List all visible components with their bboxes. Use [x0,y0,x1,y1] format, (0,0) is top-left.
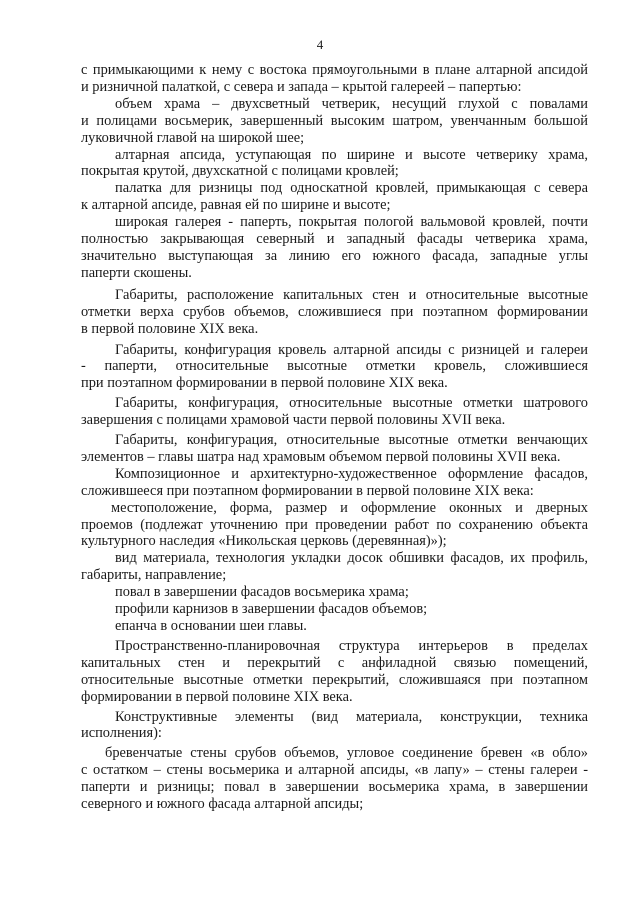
text-line: с примыкающими к нему с востока прямоугольными в плане алтарной апсидой [81,62,588,78]
text-line: элементов – главы шатра над храмовым объемом первой половины XVII века. [81,448,561,465]
text-line: Конструктивные элементы (вид материала, конструкции, техника [115,708,588,725]
text-line: и полицами восьмерик, завершенный высоким шатром, увенчанным большой [81,112,588,129]
text-line: Габариты, расположение капитальных стен и относительные высотные [115,286,588,303]
text-line: капитальных стен и перекрытий с анфиладной связью помещений, [81,654,588,671]
text-line: вид материала, технология укладки досок обшивки фасадов, их профиль, [115,550,588,567]
text-line: паперти скошены. [81,264,192,281]
text-line: бревенчатые стены срубов объемов, угловое соединение бревен «в обло» [105,745,588,762]
text-line: при поэтапном формировании в первой половине XIX века. [81,375,448,392]
text-line: с остатком – стены восьмерика и алтарной апсиды, «в лапу» – стены галереи - [81,762,588,779]
paragraph [81,550,588,584]
text-line: в первой половине XIX века. [81,320,259,337]
paragraph [81,709,588,743]
paragraph [81,342,588,393]
text-line: алтарная апсида, уступающая по ширине и высоте четверику храма, [115,146,588,163]
text-line: луковичной главой на широкой шее; [81,129,305,146]
paragraph [81,395,588,429]
paragraph [81,745,588,813]
text-line: - паперти, относительные высотные отметки кровель, сложившиеся [81,358,588,375]
paragraph [81,500,588,551]
text-line: палатка для ризницы под односкатной кровлей, примыкающая с севера [115,180,588,197]
paragraph [81,638,588,706]
document-body [81,62,588,813]
text-line: габариты, направление; [81,567,227,584]
paragraph [81,432,588,466]
text-line: повал в завершении фасадов восьмерика храма; [115,584,409,601]
paragraph [81,147,588,181]
paragraph [81,618,588,635]
text-line: Габариты, конфигурация, относительные высотные отметки венчающих [115,432,588,449]
text-line: формировании в первой половине XIX века. [81,688,353,705]
text-line: культурного наследия «Никольская церковь (деревянная)»); [81,533,447,550]
text-line: сложившееся при поэтапном формировании в первой половине XIX века: [81,482,534,499]
paragraph [81,601,588,618]
text-line: значительно выступающая за линию его южного фасада, западные углы [81,247,588,264]
text-line: проемов (подлежат уточнению при проведении работ по сохранению объекта [81,516,588,533]
text-line: епанча в основании шеи главы. [115,618,307,634]
text-line: завершения с полицами храмовой части первой половины XVII века. [81,412,506,429]
text-line: широкая галерея - паперть, покрытая пологой вальмовой кровлей, почти [115,214,588,231]
page-number: 4 [316,37,324,52]
text-line: полностью закрывающая северный и западный фасады четверика храма, [81,231,588,248]
text-line: паперти и ризницы; повал в завершении восьмерика храма, в завершении [81,779,588,796]
paragraph [81,466,588,500]
text-line: покрытая крутой, двухскатной с полицами кровлей; [81,163,399,180]
text-line: относительные высотные отметки перекрытий, сложившаяся при поэтапном [81,671,588,688]
paragraph [81,62,588,96]
text-line: исполнения): [81,725,162,742]
text-line: Габариты, конфигурация, относительные высотные отметки шатрового [115,395,588,412]
paragraph [81,287,588,338]
text-line: профили карнизов в завершении фасадов объемов; [115,601,428,618]
paragraph [81,96,588,147]
text-line: местоположение, форма, размер и оформление оконных и дверных [111,499,588,516]
paragraph [81,584,588,601]
text-line: Габариты, конфигурация кровель алтарной апсиды с ризницей и галереи [115,341,588,358]
text-line: северного и южного фасада алтарной апсиды; [81,796,364,813]
paragraph [81,214,588,282]
text-line: и ризничной палаткой, с севера и запада – крытой галереей – папертью: [81,78,522,95]
text-line: к алтарной апсиде, равная ей по ширине и высоте; [81,197,391,214]
text-line: отметки верха срубов объемов, сложившиеся при поэтапном формировании [81,303,588,320]
text-line: объем храма – двухсветный четверик, несущий глухой с повалами [115,95,588,112]
text-line: Композиционное и архитектурно-художественное оформление фасадов, [115,465,588,482]
paragraph [81,180,588,214]
text-line: Пространственно-планировочная структура интерьеров в пределах [115,637,588,654]
